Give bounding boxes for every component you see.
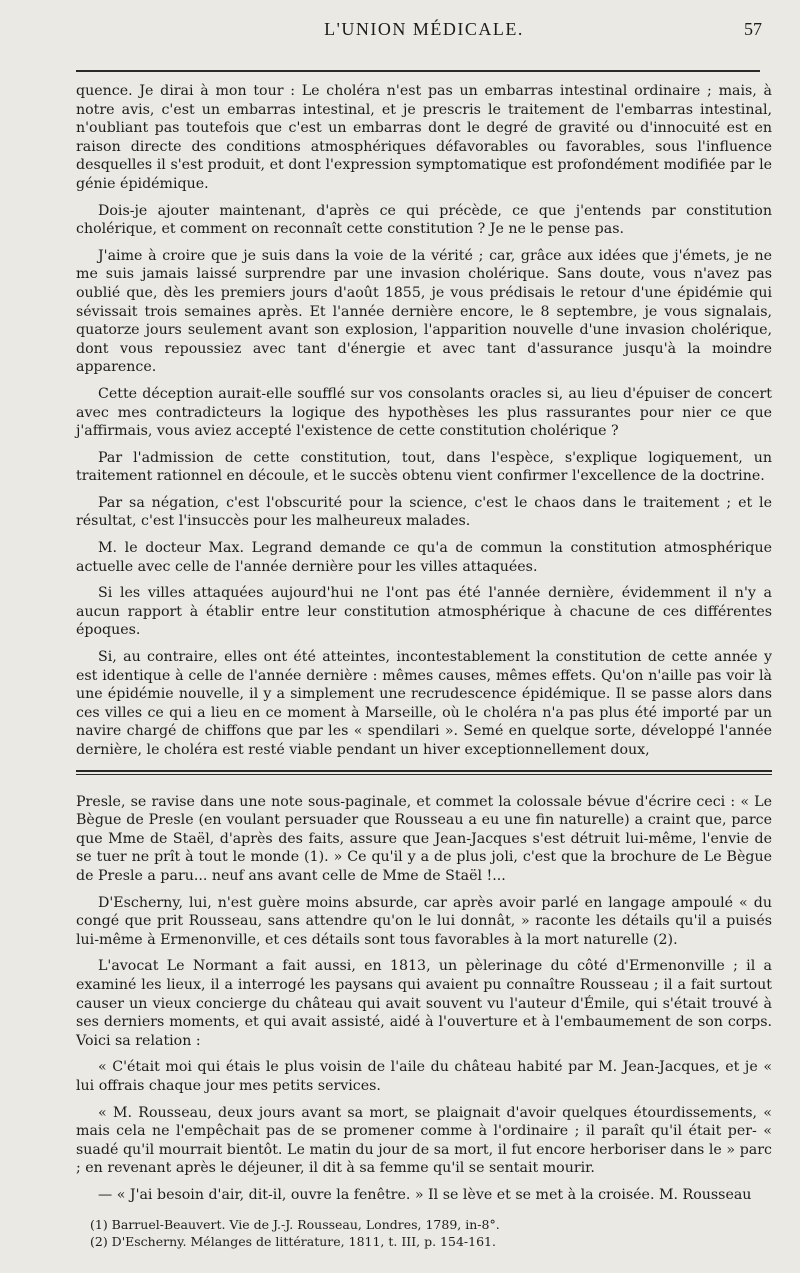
footnote: (1) Barruel-Beauvert. Vie de J.-J. Rousseau, Londres, 1789, in-8°. [90,1217,500,1233]
paragraph: M. le docteur Max. Legrand demande ce qu'a de commun la constitution atmosphérique actuelle avec celle de l'année dernière pour les villes attaquées. [76,540,772,575]
quotation: « C'était moi qui étais le plus voisin de l'aile du château habité par M. Jean-Jacques, et je « lui offrais chaque jour mes petits services. [76,1059,772,1094]
paragraph: J'aime à croire que je suis dans la voie de la vérité ; car, grâce aux idées que j'émets, je ne me suis jamais laissé surprendre par une invasion cholérique. Sans doute, vous n'avez pas oublié que, dès les premiers jours d'août 1855, je vous prédisais le retour d'une épidémie qui sévissait trois semaines après. Et l'année dernière encore, le 8 septembre, je vous signalais, quatorze jours seulement avant son explosion, l'apparition nouvelle d'une invasion cholérique, dont vous repoussiez avec tant d'énergie et avec tant d'assurance jusqu'à la moindre apparence. [76,247,772,376]
feuilleton-divider [76,770,772,775]
paragraph: Dois-je ajouter maintenant, d'après ce qui précède, ce que j'entends par constitution cholérique, et comment on reconnaît cette constitution ? Je ne le pense pas. [76,202,772,238]
paragraph: Si les villes attaquées aujourd'hui ne l'ont pas été l'année dernière, évidemment il n'y a aucun rapport à établir entre leur constitution atmosphérique à chacune de ces différentes époques. [76,585,772,639]
footnotes [76,1216,772,1250]
page-number: 57 [744,19,762,39]
paragraph: D'Escherny, lui, n'est guère moins absurde, car après avoir parlé en langage ampoulé « du congé que prit Rousseau, sans attendre qu'on le lui donnât, » raconte les détails qu'il a puisés lui-même à Ermenonville, et ces détails sont tous favorables à la mort naturelle (2). [76,894,772,948]
paragraph: Presle, se ravise dans une note sous-paginale, et commet la colossale bévue d'écrire ceci : « Le Bègue de Presle (en voulant persuader que Rousseau a eu une fin naturelle) a craint que, parce que Mme de Staël, d'après des faits, assure que Jean-Jacques s'est détruit lui-même, l'envie de se tuer ne prît à tout le monde (1). » Ce qu'il y a de plus joli, c'est que la brochure de Le Bègue de Presle a paru... neuf ans avant celle de Mme de Staël !... [76,793,772,884]
paragraph: Par sa négation, c'est l'obscurité pour la science, c'est le chaos dans le traitement ; et le résultat, c'est l'insuccès pour les malheureux malades. [76,494,772,530]
paragraph: L'avocat Le Normant a fait aussi, en 1813, un pèlerinage du côté d'Ermenonville ; il a examiné les lieux, il a interrogé les paysans qui avaient pu connaître Rousseau ; il a fait surtout causer un vieux concierge du château qui avait souvent vu l'auteur d'Émile, qui s'était trouvé à ses derniers moments, et qui avait assisté, aidé à l'ouverture et à l'embaumement de son corps. Voici sa relation : [76,958,772,1049]
quotation: « M. Rousseau, deux jours avant sa mort, se plaignait d'avoir quelques étourdissements, « mais cela ne l'empêchait pas de se promener comme à l'ordinaire ; il paraît qu'il était per- « suadé qu'il mourrait bientôt. Le matin du jour de sa mort, il fut encore herboriser dans le » parc ; en revenant après le déjeuner, il dit à sa femme qu'il se sentait mourir. [76,1104,772,1177]
journal-title: L'UNION MÉDICALE. [324,19,524,39]
quotation: — « J'ai besoin d'air, dit-il, ouvre la fenêtre. » Il se lève et se met à la croisée. M. Rousseau [98,1186,752,1203]
paragraph: Cette déception aurait-elle soufflé sur vos consolants oracles si, au lieu d'épuiser de concert avec mes contradicteurs la logique des hypothèses les plus rassurantes pour nier ce que j'affirmais, vous aviez accepté l'existence de cette constitution cholérique ? [76,385,772,440]
main-article [76,82,772,760]
paragraph: Si, au contraire, elles ont été atteintes, incontestablement la constitution de cette année y est identique à celle de l'année dernière : mêmes causes, mêmes effets. Qu'on n'aille pas voir là une épidémie nouvelle, il y a simplement une recrudescence épidémique. Il se passe alors dans ces villes ce qui a lieu en ce moment à Marseille, où le choléra n'a pas plus été importé par un navire chargé de chiffons que par les « spendilari ». Semé en quelque sorte, développé l'année dernière, le choléra est resté viable pendant un hiver exceptionnellement doux, [76,649,772,758]
feuilleton-section [76,793,772,1251]
running-header [76,0,772,58]
paragraph: Par l'admission de cette constitution, tout, dans l'espèce, s'explique logiquement, un traitement rationnel en découle, et le succès obtenu vient confirmer l'excellence de la doctrine. [76,449,772,485]
header-rule [76,70,760,72]
paragraph: quence. Je dirai à mon tour : Le choléra n'est pas un embarras intestinal ordinaire ; mais, à notre avis, c'est un embarras intestinal, et je prescris le traitement de l'embarras intestinal, n'oubliant pas toutefois que c'est un embarras dont le degré de gravité ou d'innocuité est en raison directe des conditions atmosphériques défavorables ou favorables, sous l'influence desquelles il s'est produit, et dont l'expression symptomatique est profondément modifiée par le génie épidémique. [76,83,772,192]
footnote: (2) D'Escherny. Mélanges de littérature, 1811, t. III, p. 154-161. [90,1234,496,1250]
